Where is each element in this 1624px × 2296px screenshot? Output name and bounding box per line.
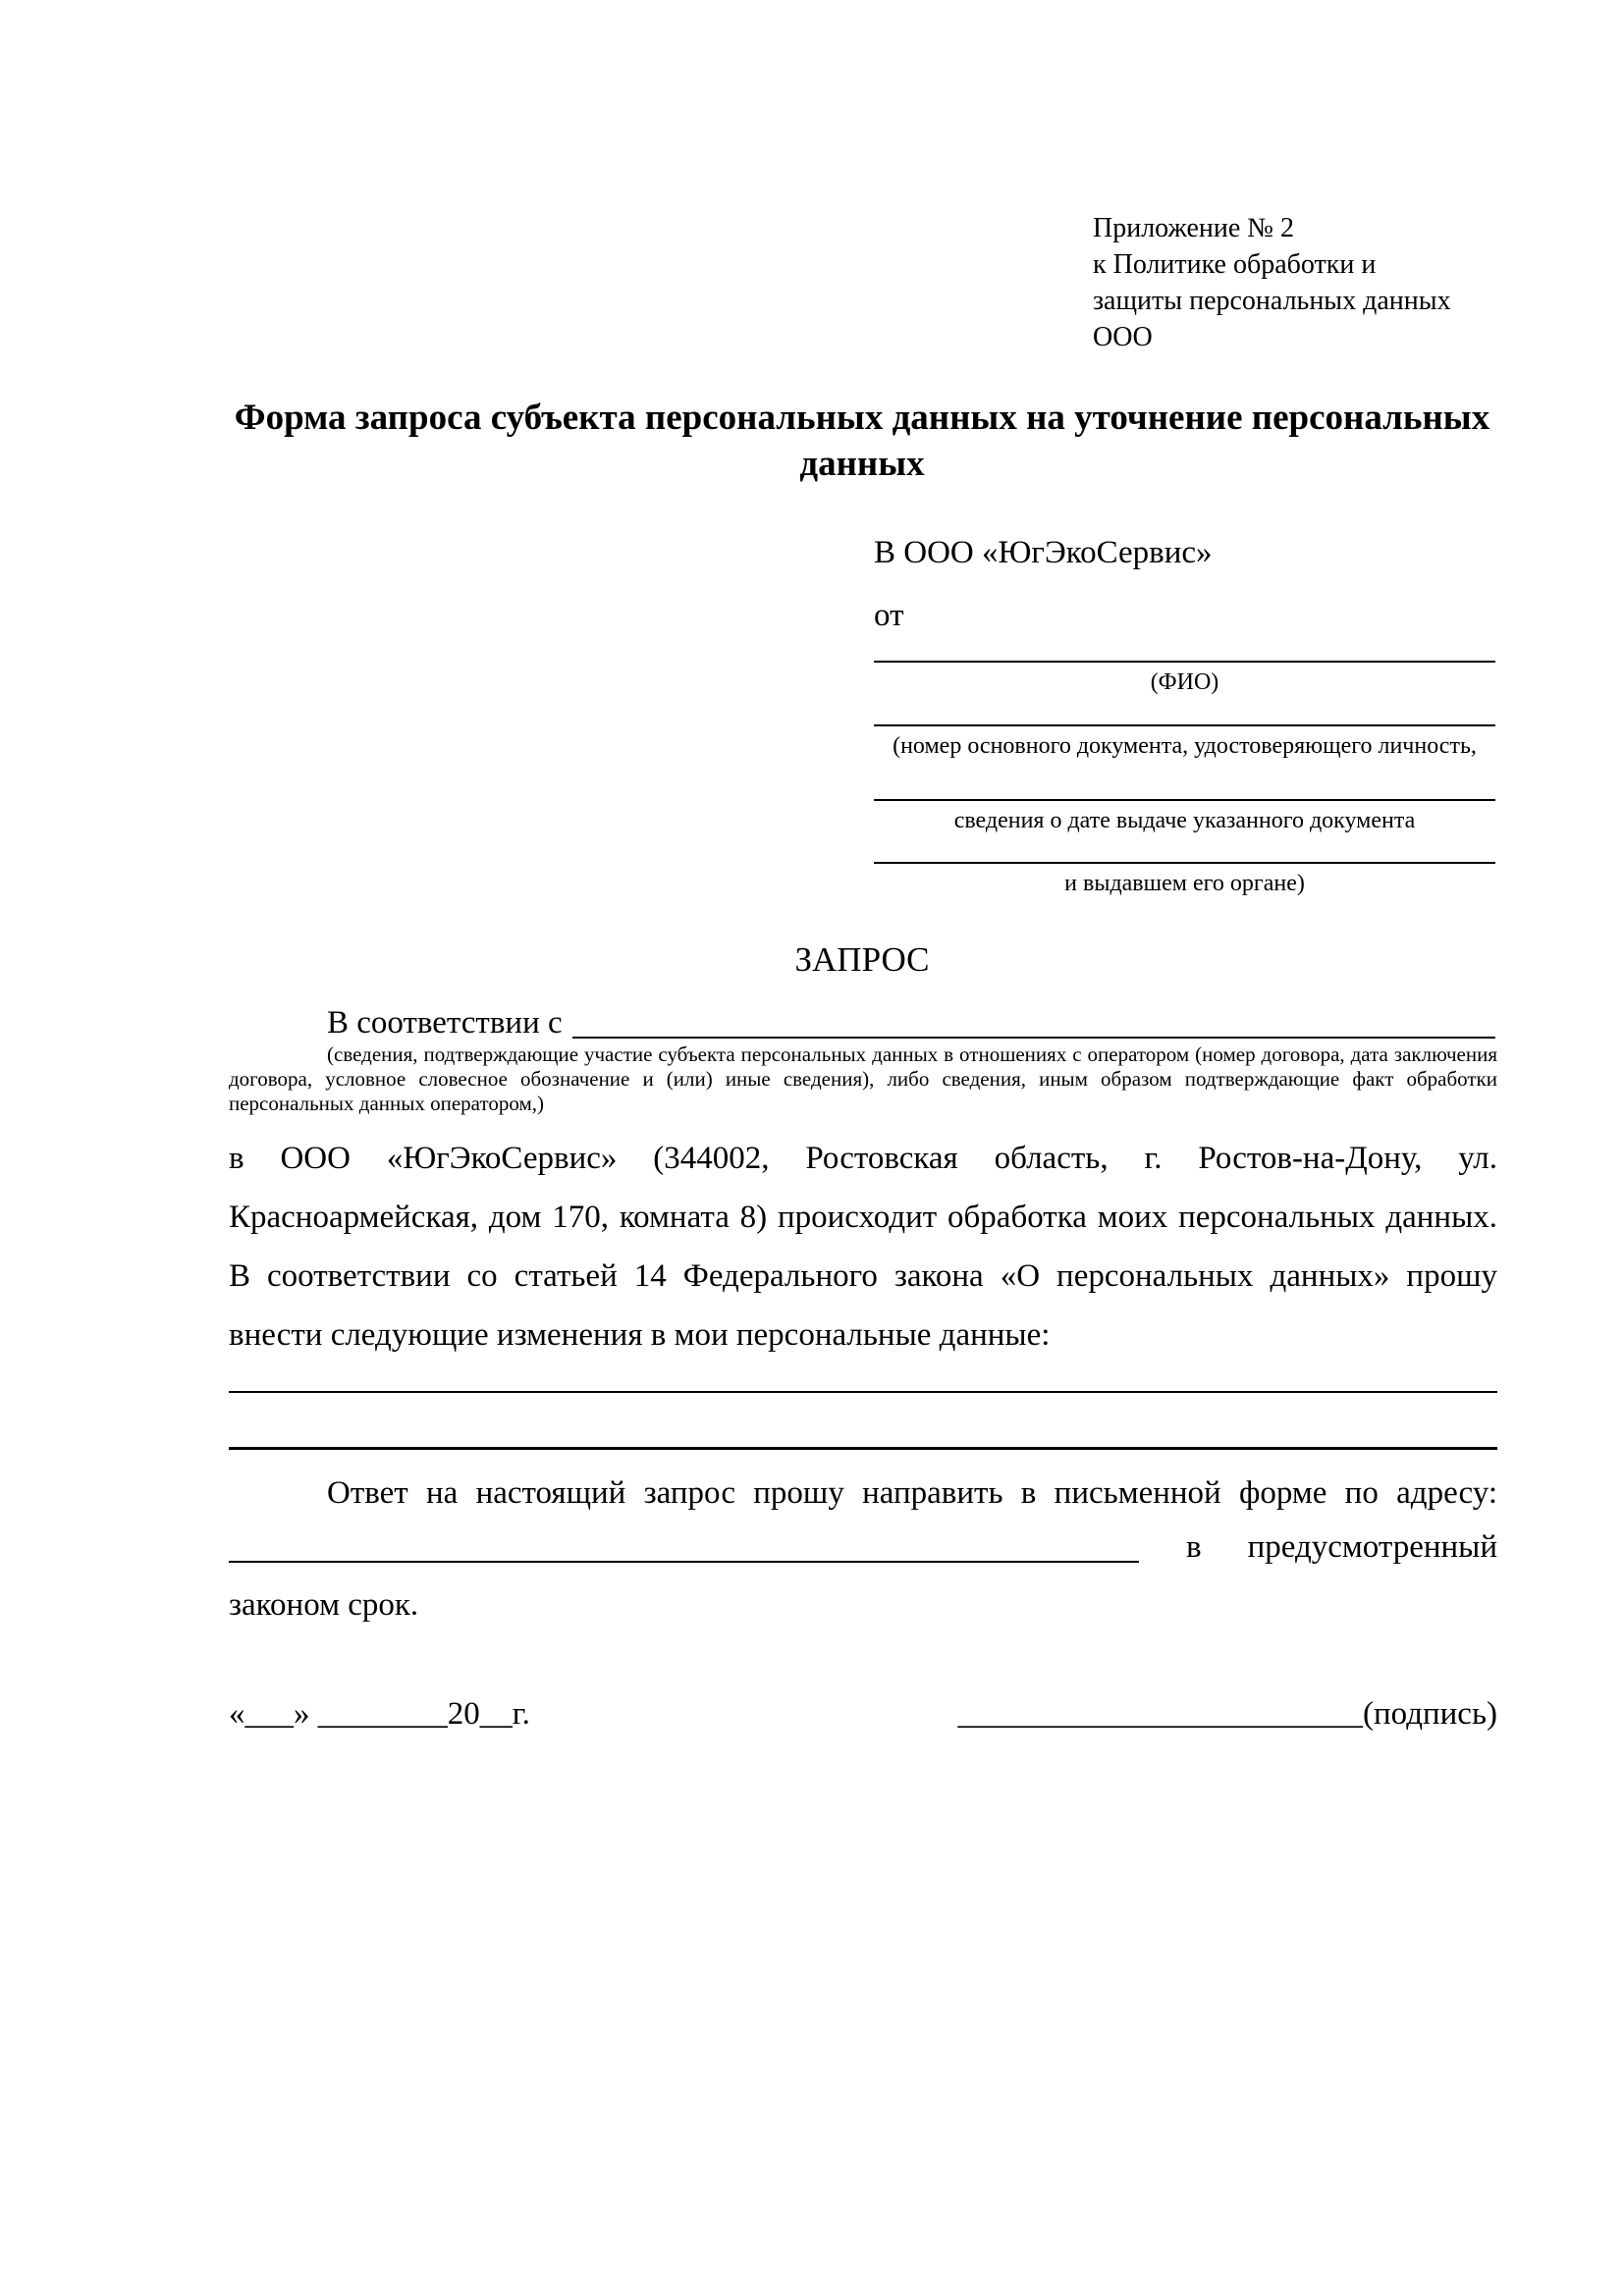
appendix-block [1093,210,1505,355]
document-number-caption: (номер основного документа, удостоверяющего личность, [893,733,1477,759]
appendix-line: к Политике обработки и [1093,249,1377,280]
address-blank-line [229,1527,1139,1563]
accordance-line [229,1003,1495,1042]
reply-word-predusmotrennyj: предусмотренный [1247,1529,1497,1565]
fio-blank-line [874,661,1495,663]
reply-word-v: в [1186,1529,1202,1565]
document-title: Форма запроса субъекта персональных данных на уточнение персональных данных [234,398,1490,484]
reply-request-line: Ответ на настоящий запрос прошу направить в письменной форме по адресу: [327,1475,1497,1511]
date-signature-row [229,1694,1497,1734]
signature-blank: _________________________(подпись) [957,1696,1497,1732]
issuing-authority-blank-line [874,862,1495,864]
reply-tail-text: законом срок. [229,1587,419,1623]
accordance-lead-text: В соответствии с [327,1005,563,1041]
document-number-blank-line [874,724,1495,726]
recipient-organization: В ООО «ЮгЭкоСервис» [874,535,1213,570]
reply-address-line [229,1527,1497,1567]
request-heading: ЗАПРОС [794,940,930,979]
accordance-blank-line [572,1003,1495,1039]
changes-blank-line-1 [229,1391,1497,1393]
fio-caption: (ФИО) [1150,669,1219,695]
date-blank: «___» ________20__г. [229,1696,530,1732]
issuing-authority-caption: и выдавшем его органе) [1064,871,1305,896]
changes-blank-line-2 [229,1447,1497,1450]
fine-print-note: (сведения, подтверждающие участие субъекта персональных данных в отношениях с оператором (номер договора, дата заключения договора, условное словесное обозначение и (или) иные сведения), либо сведения, иным образом подтверждающие факт обработки персональных данных оператором,) [229,1042,1497,1115]
from-label: от [874,598,904,633]
issue-date-blank-line [874,799,1495,801]
body-paragraph: в ООО «ЮгЭкоСервис» (344002, Ростовская область, г. Ростов-на-Дону, ул. Красноармейская, дом 170, комната 8) происходит обработка моих персональных данных. В соответствии со статьей 14 Федерального закона «О персональных данных» прошу внести следующие изменения в мои персональные данные: [229,1141,1497,1353]
issue-date-caption: сведения о дате выдаче указанного документа [953,808,1416,833]
appendix-line: защиты персональных данных [1093,286,1451,316]
appendix-line: Приложение № 2 [1093,213,1294,243]
appendix-line: ООО [1093,322,1153,352]
